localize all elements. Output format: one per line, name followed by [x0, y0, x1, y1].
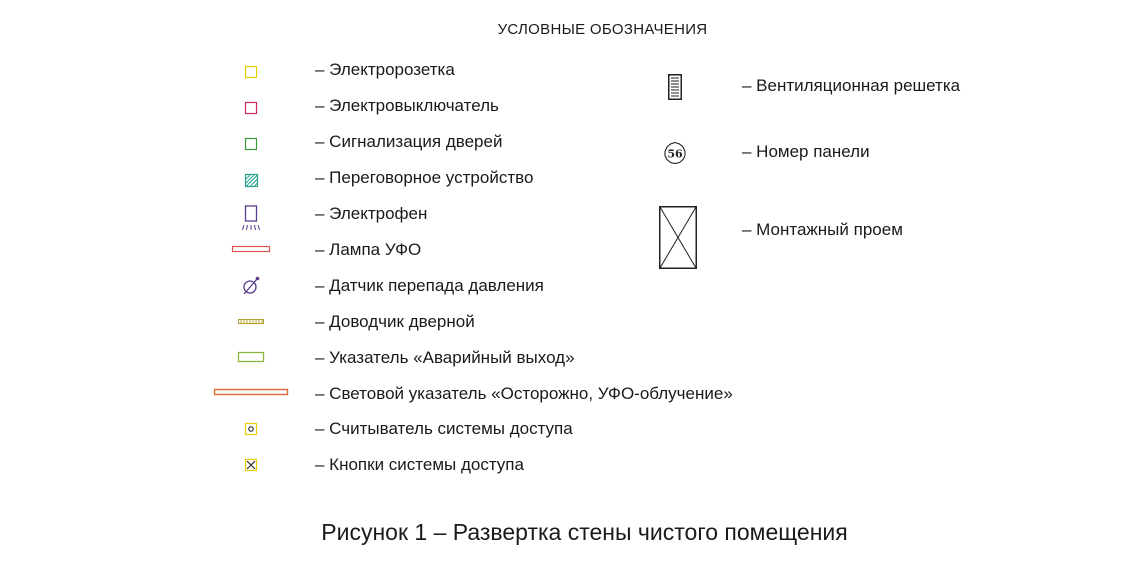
door-closer-icon: [236, 316, 266, 326]
legend-label-intercom: – Переговорное устройство: [315, 168, 534, 187]
legend-label-mounting-opening: – Монтажный проем: [742, 220, 903, 239]
legend-label-uv-warning-sign: – Световой указатель «Осторожно, УФО-облучение»: [315, 384, 733, 403]
hand-dryer-icon: [238, 204, 264, 232]
figure-caption: Рисунок 1 – Развертка стены чистого помещения: [321, 519, 848, 545]
legend-label-access-reader: – Считыватель системы доступа: [315, 419, 573, 438]
legend-label-access-button: – Кнопки системы доступа: [315, 455, 524, 474]
legend-title: УСЛОВНЫЕ ОБОЗНАЧЕНИЯ: [497, 21, 708, 38]
legend-label-hand-dryer: – Электрофен: [315, 204, 428, 223]
panel-number-text: 56: [667, 147, 683, 161]
switch-icon: [240, 100, 262, 116]
legend-label-door-closer: – Доводчик дверной: [315, 312, 475, 331]
exit-sign-icon: [235, 350, 267, 364]
mounting-opening-icon: [657, 204, 699, 270]
legend-label-exit-sign: – Указатель «Аварийный выход»: [315, 348, 575, 367]
ventilation-grille-icon: [664, 72, 686, 102]
uv-lamp-icon: [230, 244, 272, 254]
legend-label-panel-number: – Номер панели: [742, 142, 870, 161]
pressure-sensor-icon: [240, 275, 262, 297]
legend-label-door-alarm: – Сигнализация дверей: [315, 132, 503, 151]
legend-label-pressure-sensor: – Датчик перепада давления: [315, 276, 544, 295]
door-alarm-icon: [240, 136, 262, 152]
panel-number-icon: [661, 140, 689, 166]
legend-label-switch: – Электровыключатель: [315, 96, 499, 115]
intercom-icon: [240, 172, 262, 188]
socket-icon: [240, 64, 262, 80]
legend-label-uv-lamp: – Лампа УФО: [315, 240, 422, 259]
uv-warning-sign-icon: [212, 387, 290, 397]
access-reader-icon: [240, 421, 262, 437]
legend-label-ventilation-grille: – Вентиляционная решетка: [742, 76, 961, 95]
access-button-icon: [240, 457, 262, 473]
legend-label-socket: – Электророзетка: [315, 60, 455, 79]
